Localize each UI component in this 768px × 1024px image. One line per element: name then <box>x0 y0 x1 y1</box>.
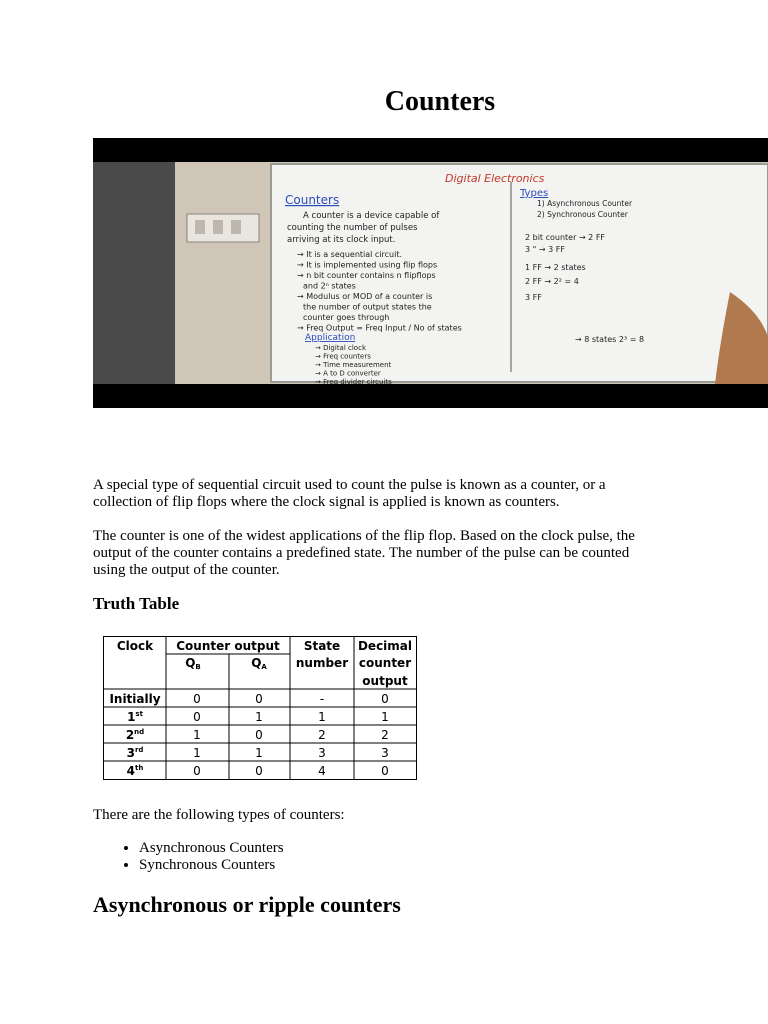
tt-header-decimal-2: counter <box>358 656 412 670</box>
whiteboard-note-line: 3 FF <box>525 293 542 302</box>
video-wall-left <box>93 138 175 408</box>
tt-header-counter-output: Counter output <box>176 639 280 653</box>
tt-cell-state: 3 <box>318 746 326 760</box>
whiteboard-application-line: → A to D converter <box>315 369 381 378</box>
whiteboard-point-line: → It is a sequential circuit. <box>297 250 403 259</box>
paragraph-application: The counter is one of the widest applications of the flip flop. Based on the clock pulse, the output of the counter contains a predefined state. The number of the pulse can be counted using the output of the counter. <box>93 528 635 578</box>
types-list <box>93 840 284 874</box>
tt-header-state-2: number <box>295 656 349 670</box>
page-title: Counters <box>384 86 496 117</box>
truth-table <box>103 636 418 782</box>
video-letterbox-bottom <box>93 384 768 408</box>
whiteboard-note-line: 2 FF → 2² = 4 <box>525 277 579 286</box>
tt-cell-clock: 4th <box>126 764 144 778</box>
whiteboard-application-line: → Time measurement <box>315 361 392 369</box>
whiteboard-point-line: → Freq Output = Freq Input / No of states <box>297 323 462 333</box>
tt-cell-decimal: 2 <box>381 728 389 742</box>
video-scene <box>175 162 768 384</box>
whiteboard-point-line: counter goes through <box>303 313 390 322</box>
whiteboard-application-line: → Digital clock <box>315 344 366 352</box>
whiteboard-note-line: 2 bit counter → 2 FF <box>525 233 606 242</box>
whiteboard-point-line: → n bit counter contains n flipflops <box>297 271 436 280</box>
whiteboard-types-heading: Types <box>520 188 549 199</box>
paragraph-definition: A special type of sequential circuit used to count the pulse is known as a counter, or a collection of flip flops where the clock signal is applied is known as counters. <box>93 477 606 510</box>
section-heading: Asynchronous or ripple counters <box>93 892 401 917</box>
tt-cell-qb: 1 <box>193 728 201 742</box>
tt-header-qb: QB <box>185 656 201 671</box>
tt-cell-qb: 0 <box>193 710 201 724</box>
whiteboard-note-line: 1 FF → 2 states <box>525 263 586 272</box>
whiteboard-point-line: the number of output states the <box>303 302 432 312</box>
tt-header-decimal-1: Decimal <box>357 639 413 653</box>
tt-cell-state: - <box>319 692 325 706</box>
tt-cell-clock: 2nd <box>125 728 145 742</box>
tt-cell-clock: Initially <box>109 692 161 706</box>
whiteboard-definition-line: A counter is a device capable of <box>303 211 440 221</box>
list-item: • Asynchronous Counters <box>139 840 284 857</box>
whiteboard-point-line: → It is implemented using flip flops <box>297 260 438 270</box>
whiteboard-point-line: → Modulus or MOD of a counter is <box>297 292 433 301</box>
tt-cell-qa: 0 <box>255 728 263 742</box>
tt-cell-state: 1 <box>318 710 326 724</box>
tt-header-decimal-3: output <box>362 674 408 688</box>
whiteboard-definition-line: counting the number of pulses <box>287 223 418 233</box>
tt-cell-qb: 0 <box>193 692 201 706</box>
tt-header-state-1: State <box>303 639 341 653</box>
tt-cell-decimal: 0 <box>381 692 389 706</box>
tt-cell-qa: 1 <box>255 710 263 724</box>
tt-cell-decimal: 0 <box>381 764 389 778</box>
tt-cell-state: 4 <box>318 764 326 778</box>
whiteboard-definition-line: arriving at its clock input. <box>287 235 396 245</box>
tt-header-clock: Clock <box>116 639 154 653</box>
tt-cell-qb: 1 <box>193 746 201 760</box>
whiteboard-application-line: → Freq divider circuits <box>315 378 392 384</box>
tt-cell-decimal: 3 <box>381 746 389 760</box>
whiteboard-type-line: 1) Asynchronous Counter <box>537 199 633 208</box>
whiteboard-type-line: 2) Synchronous Counter <box>537 210 628 219</box>
tt-cell-decimal: 1 <box>381 710 389 724</box>
types-intro: There are the following types of counters: <box>93 807 345 823</box>
tt-cell-qa: 0 <box>255 764 263 778</box>
tt-cell-qb: 0 <box>193 764 201 778</box>
list-item: • Synchronous Counters <box>139 857 284 874</box>
whiteboard-note-line: 3 " → 3 FF <box>525 245 565 254</box>
whiteboard-header: Digital Electronics <box>445 172 545 185</box>
tt-cell-clock: 3rd <box>126 746 144 760</box>
tt-cell-clock: 1st <box>127 710 143 724</box>
whiteboard-note-line: → 8 states 2³ = 8 <box>575 335 645 344</box>
tt-header-qa: QA <box>251 656 267 671</box>
tt-cell-qa: 0 <box>255 692 263 706</box>
whiteboard-application-heading: Application <box>305 333 356 343</box>
lecture-video-frame[interactable] <box>93 138 768 408</box>
whiteboard-application-line: → Freq counters <box>315 352 371 361</box>
video-letterbox-top <box>93 138 768 162</box>
tt-cell-state: 2 <box>318 728 326 742</box>
truth-table-heading: Truth Table <box>93 594 180 613</box>
tt-cell-qa: 1 <box>255 746 263 760</box>
whiteboard-illustration <box>175 162 768 384</box>
whiteboard-heading: Counters <box>285 193 340 207</box>
whiteboard-point-line: and 2ⁿ states <box>303 281 356 291</box>
